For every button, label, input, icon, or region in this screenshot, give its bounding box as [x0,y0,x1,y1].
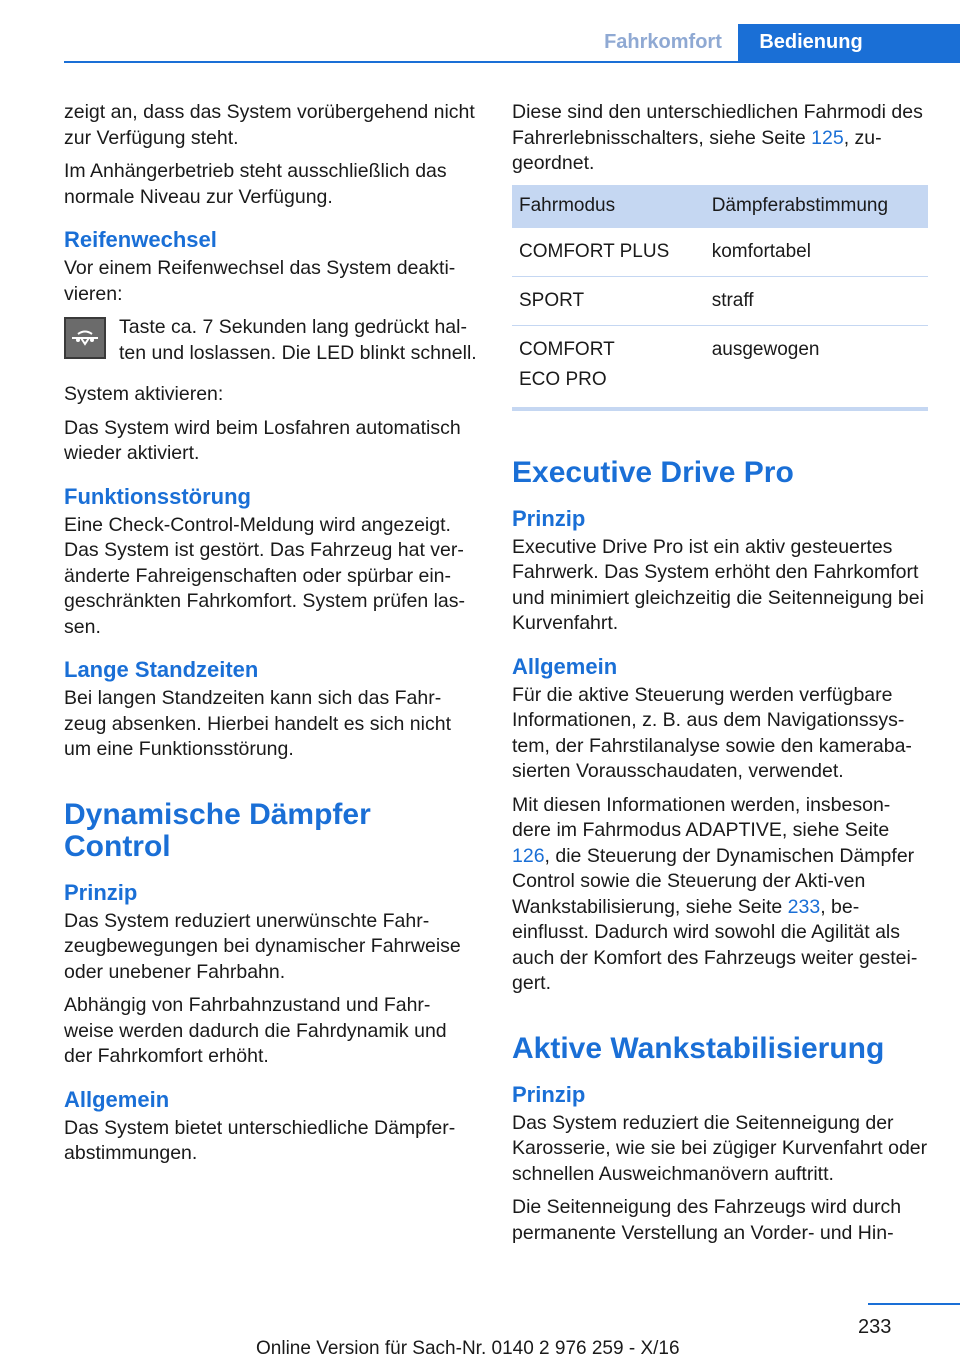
button-instruction-text: Taste ca. 7 Sekunden lang gedrückt hal‐ten und loslassen. Die LED blinkt schnell. [119,316,477,364]
paragraph: System aktivieren: [64,383,224,405]
table-header-daempferabstimmung: Dämpferabstimmung [705,185,928,228]
paragraph: Bei langen Standzeiten kann sich das Fahr‐zeug absenken. Hierbei handelt es sich nicht um eine Funktionsstörung. [64,687,451,760]
paragraph: Das System bietet unterschiedliche Dämpfer‐abstimmungen. [64,1116,456,1164]
heading-funktionsstoerung: Funktionsstörung [64,483,251,509]
header-rule [64,61,960,63]
paragraph: Die Seitenneigung des Fahrzeugs wird durch permanente Verstellung an Vorder- und Hin‐ [512,1196,902,1244]
paragraph: Im Anhängerbetrieb steht ausschließlich das normale Niveau zur Verfügung. [64,160,447,208]
table-cell-mode-line: COMFORT [519,338,615,360]
paragraph: Vor einem Reifenwechsel das System deakti‐vieren: [64,257,456,305]
paragraph: Executive Drive Pro ist ein aktiv gesteuertes Fahrwerk. Das System erhöht den Fahrkomfort und minimiert gleichzeitig die Seitenneigung bei Kurvenfahrt. [512,535,924,634]
text: , zu‐geordnet. [512,126,882,174]
footer-version-text: Online Version für Sach-Nr. 0140 2 976 259 - X/16 [256,1338,680,1359]
table-row [512,325,928,409]
table-cell-mode: SPORT [512,276,705,325]
paragraph-intro [512,100,928,177]
page-number: 233 [858,1316,892,1338]
damper-modes-table [512,185,928,411]
page-link-125[interactable]: 125 [811,126,844,149]
table-row [512,227,928,276]
heading-prinzip: Prinzip [512,1081,586,1107]
paragraph [512,793,928,997]
text: , die Steuerung der Dynamischen Dämpfer Control sowie die Steuerung der Akti‐ven Wankstabilisierung, siehe Seite [512,844,915,918]
heading-executive-drive-pro: Executive Drive Pro [512,455,794,489]
table-cell-mode-line: ECO PRO [519,368,607,390]
table-header-row [512,185,928,228]
header-chapter-tab: Bedienung [738,24,884,61]
heading-aktive-wankstabilisierung: Aktive Wankstabilisierung [512,1031,885,1065]
paragraph: Das System reduziert unerwünschte Fahr‐zeugbewegungen bei dynamischer Fahrweise oder unebener Fahrbahn. [64,909,461,983]
table-cell-mode: COMFORT PLUS [512,227,705,276]
header-section-tab: Fahrkomfort [604,31,722,53]
paragraph: zeigt an, dass das System vorübergehend nicht zur Verfügung steht. [64,101,475,149]
footer-rule [868,1303,960,1305]
text: Diese sind den unterschiedlichen Fahrmodi des Fahrerlebnisschalters, siehe Seite [512,101,923,149]
button-instruction [64,315,478,366]
table-cell-setting: straff [705,276,928,325]
heading-allgemein: Allgemein [512,653,618,679]
text: Mit diesen Informationen werden, insbeson‐dere im Fahrmodus ADAPTIVE, siehe Seite [512,793,891,841]
paragraph: Das System wird beim Losfahren automatisch wieder aktiviert. [64,416,461,464]
paragraph: Das System reduziert die Seitenneigung der Karosserie, wie sie bei zügiger Kurvenfahrt oder schnellen Ausweichmanövern auftritt. [512,1111,928,1185]
page-link-126[interactable]: 126 [512,844,545,867]
suspension-button-icon [64,317,106,359]
page-link-233[interactable]: 233 [787,895,821,918]
heading-lange-standzeiten: Lange Standzeiten [64,657,259,682]
left-column [64,100,478,1175]
paragraph: Eine Check-Control-Meldung wird angezeigt. Das System ist gestört. Das Fahrzeug hat ver‐änderte Fahreigenschaften oder spürbar ein‐geschränkten Fahrkomfort. System prüfen las‐sen. [64,513,465,638]
heading-allgemein: Allgemein [64,1086,170,1112]
heading-dynamische-daempfer-control: Dynamische Dämpfer Control [64,797,371,863]
heading-reifenwechsel: Reifenwechsel [64,227,217,252]
table-cell-setting: komfortabel [705,227,928,276]
table-header-fahrmodus: Fahrmodus [512,185,705,228]
heading-prinzip: Prinzip [512,505,586,531]
table-cell-setting: ausgewogen [705,325,928,409]
paragraph: Für die aktive Steuerung werden verfügbare Informationen, z. B. aus dem Navigationssys‐tem, der Fahrstilanalyse sowie den kameraba‐sierten Vorausschaudaten, verwendet. [512,683,912,782]
paragraph: Abhängig von Fahrbahnzustand und Fahr‐weise werden dadurch die Fahrdynamik und der Fahrkomfort erhöht. [64,994,447,1067]
header-tab-extension [884,24,960,61]
table-cell-mode [512,325,705,409]
text: , be‐einflusst. Dadurch wird sowohl die Agilität als auch der Komfort des Fahrzeugs weiter gestei‐gert. [512,895,918,994]
right-column [512,100,928,1254]
table-row [512,276,928,325]
heading-prinzip: Prinzip [64,879,138,905]
